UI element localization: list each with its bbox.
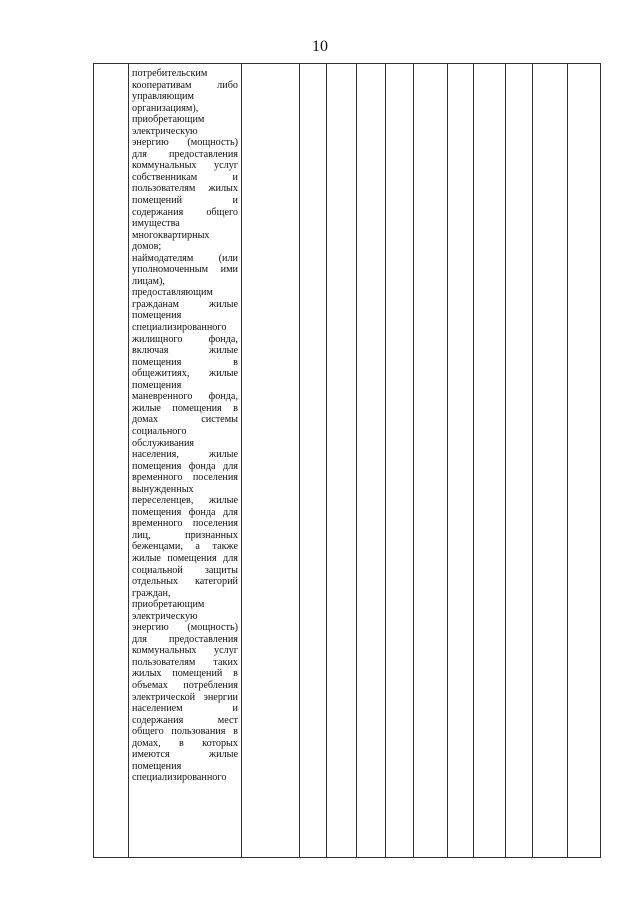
description-line: помещения	[132, 379, 182, 391]
description-line: коммунальных услуг	[132, 160, 238, 172]
description-line: обслуживания	[132, 437, 195, 449]
description-line: имеются жилые	[132, 749, 238, 761]
empty-cell	[568, 64, 601, 858]
description-line: коммунальных услуг	[132, 645, 238, 657]
description-line: для предоставления	[132, 633, 238, 645]
description-line: предоставляющим	[132, 287, 213, 299]
description-line: маневренного фонда,	[132, 391, 238, 403]
description-line: помещения фонда для	[132, 460, 238, 472]
row-number-cell	[94, 64, 129, 858]
description-line: пользователям таких	[132, 656, 238, 668]
description-line: включая жилые	[132, 345, 238, 357]
description-line: энергию (мощность)	[132, 622, 238, 634]
description-line: помещения фонда для	[132, 506, 238, 518]
description-line: специализированного	[132, 772, 227, 784]
empty-cell	[414, 64, 448, 858]
description-line: жилые помещения для	[132, 552, 238, 564]
description-line: наймодателям (или	[132, 252, 238, 264]
description-line: временного поселения	[132, 472, 238, 484]
description-line: социальной защиты	[132, 564, 238, 576]
description-line: имущества	[132, 218, 180, 230]
empty-cell	[533, 64, 568, 858]
description-line: энергию (мощность)	[132, 137, 238, 149]
empty-cell	[474, 64, 506, 858]
description-line: жилые помещения в	[132, 402, 238, 414]
description-line: помещения в	[132, 356, 238, 368]
empty-cell	[448, 64, 474, 858]
description-line: общего пользования в	[132, 726, 238, 738]
description-line: собственникам и	[132, 171, 238, 183]
table-row	[94, 64, 601, 858]
description-line: жилищного фонда,	[132, 333, 238, 345]
description-line: жилых помещений в	[132, 668, 238, 680]
description-line: социального	[132, 425, 187, 437]
description-line: граждан,	[132, 587, 171, 599]
description-line: временного поселения	[132, 518, 238, 530]
description-line: электрическую	[132, 610, 198, 622]
description-line: помещений и	[132, 195, 238, 207]
description-text	[132, 68, 238, 784]
description-cell	[129, 64, 242, 858]
empty-cell	[242, 64, 300, 858]
description-line: домах системы	[132, 414, 238, 426]
description-line: организациям),	[132, 102, 199, 114]
description-line: для предоставления	[132, 148, 238, 160]
empty-cell	[506, 64, 533, 858]
empty-cell	[300, 64, 327, 858]
empty-cell	[357, 64, 386, 858]
description-line: содержания мест	[132, 714, 238, 726]
description-line: помещения	[132, 760, 182, 772]
description-line: содержания общего	[132, 206, 238, 218]
empty-cell	[386, 64, 414, 858]
description-line: домах, в которых	[132, 737, 238, 749]
description-line: специализированного	[132, 322, 227, 334]
description-line: населения, жилые	[132, 449, 238, 461]
description-line: домов;	[132, 241, 162, 253]
description-line: беженцами, а также	[132, 541, 238, 553]
description-line: пользователям жилых	[132, 183, 238, 195]
description-line: объемах потребления	[132, 679, 238, 691]
description-line: гражданам жилые	[132, 298, 238, 310]
description-line: лиц, признанных	[132, 529, 238, 541]
description-line: отдельных категорий	[132, 576, 238, 588]
description-line: общежитиях, жилые	[132, 368, 238, 380]
description-line: потребительским	[132, 68, 208, 79]
description-line: населением и	[132, 703, 238, 715]
description-line: кооперативам либо	[132, 79, 238, 91]
description-line: уполномоченным ими	[132, 264, 238, 276]
tariff-table	[93, 63, 601, 858]
description-line: электрическую	[132, 125, 198, 137]
empty-cell	[327, 64, 357, 858]
description-line: вынужденных	[132, 483, 194, 495]
description-line: приобретающим	[132, 599, 205, 611]
description-line: помещения	[132, 310, 182, 322]
description-line: переселенцев, жилые	[132, 495, 238, 507]
description-line: лицам),	[132, 275, 165, 287]
description-line: приобретающим	[132, 114, 205, 126]
description-line: многоквартирных	[132, 229, 210, 241]
description-line: управляющим	[132, 91, 194, 103]
description-line: электрической энергии	[132, 691, 238, 703]
page-number: 10	[312, 38, 328, 55]
